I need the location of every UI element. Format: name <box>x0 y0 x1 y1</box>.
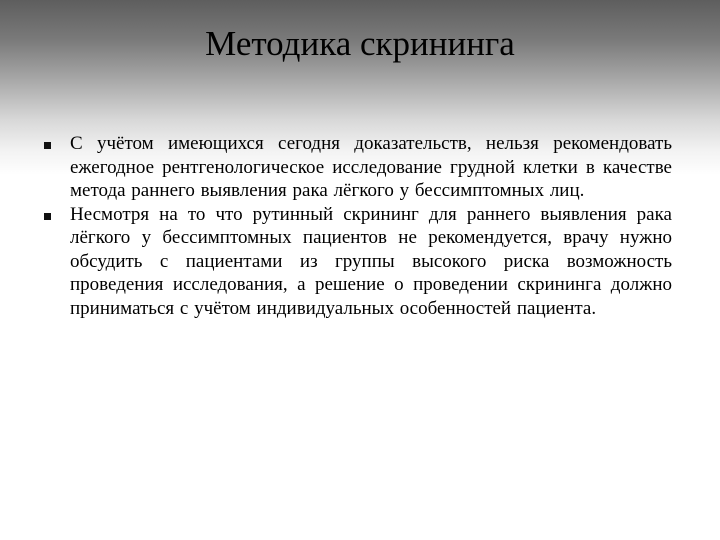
bullet-text: С учётом имеющихся сегодня доказательств, нельзя рекомендовать ежегодное рентгенологическое исследование грудной клетки в качестве метода раннего выявления рака лёгкого у бессимптомных лиц. <box>70 133 672 201</box>
bullet-item <box>44 203 672 321</box>
square-bullet-icon <box>44 142 51 149</box>
slide-title: Методика скрининга <box>205 24 515 63</box>
square-bullet-icon <box>44 213 51 220</box>
bullet-item <box>44 132 672 203</box>
bullet-text: Несмотря на то что рутинный скрининг для раннего выявления рака лёгкого у бессимптомных пациентов не рекомендуется, врачу нужно обсудить с пациентами из группы высокого риска возможность проведения исследования, а решение о проведении скрининга должно приниматься с учётом индивидуальных особенностей пациента. <box>70 203 672 319</box>
slide-content <box>44 132 672 320</box>
